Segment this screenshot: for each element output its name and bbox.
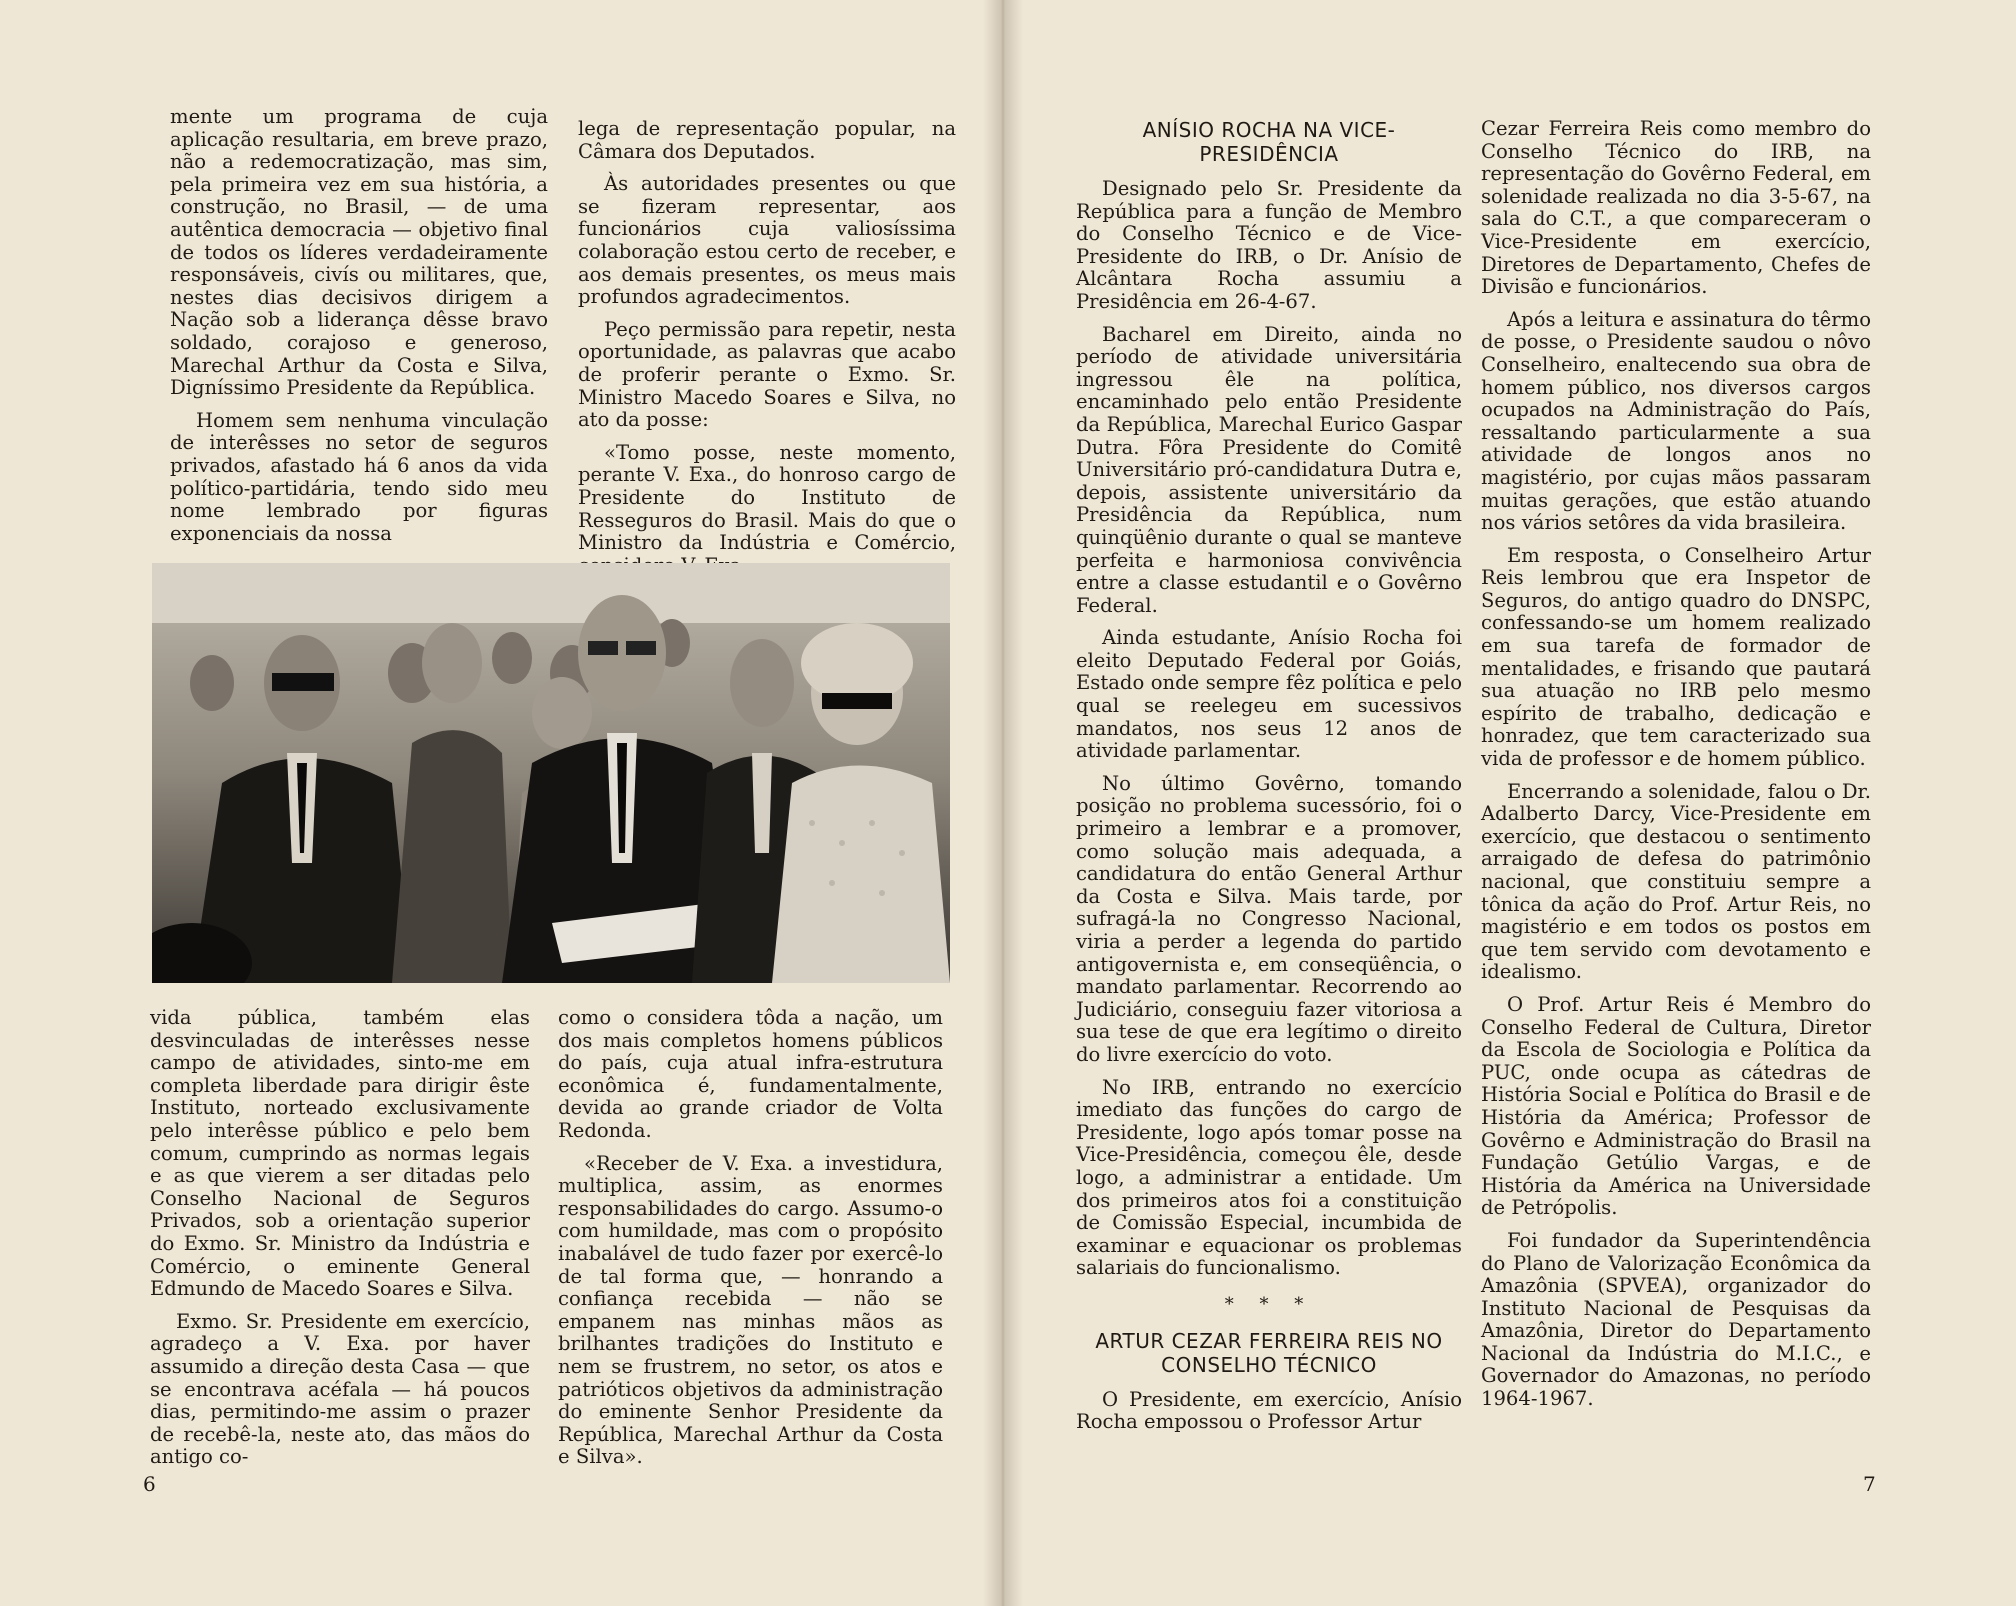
book-gutter [983,0,1023,1606]
paragraph: Bacharel em Direito, ainda no período de atividade universitária ingressou êle na política, encaminhado pelo então Presidente da República, Marechal Eurico Gaspar Dutra. Fôra Presidente do Comitê Universitário pró-candidatura Dutra e, depois, assistente universitário da Presidência da República, num quinqüênio durante o qual se manteve perfeita e harmoniosa convivência entre a classe estudantil e o Govêrno Federal. [1076,322,1462,617]
page-number: 7 [1863,1472,1876,1496]
left-column-2-top [578,118,956,587]
paragraph: vida pública, também elas desvinculadas de interêsses nesse campo de atividades, sinto-me em completa liberdade para dirigir êste Instituto, norteado exclusivamente pelo interêsse público e pelo bem comum, cumprindo as normas legais e as que vierem a ser ditadas pelo Conselho Nacional de Seguros Privados, sob a orientação superior do Exmo. Sr. Ministro da Indústria e Comércio, o eminente General Edmundo de Macedo Soares e Silva. [150,1006,530,1301]
paragraph: Após a leitura e assinatura do têrmo de posse, o Presidente saudou o nôvo Conselheiro, enaltecendo sua obra de homem público, nos diversos cargos ocupados na Administração do País, ressaltando particularmente a sua atividade de longos anos no magistério, por cujas mãos passaram muitas gerações, que estão atuando nos vários setôres da vida brasileira. [1481,307,1871,535]
paragraph: Encerrando a solenidade, falou o Dr. Adalberto Darcy, Vice-Presidente em exercício, que destacou o sentimento arraigado de defesa do patrimônio nacional, que constituiu sempre a tônica da ação do Prof. Artur Reis, no magistério e em todos os postos em que tem servido com devotamento e idealismo. [1481,779,1871,984]
left-column-2-bottom [558,1007,943,1479]
paragraph: lega de representação popular, na Câmara dos Deputados. [578,117,956,163]
left-column-1-bottom [150,1007,530,1479]
paragraph: Ainda estudante, Anísio Rocha foi eleito Deputado Federal por Goiás, Estado onde sempre fêz política e pelo qual se reelegeu em sucessivos mandatos, nos seus 12 anos de atividade parlamentar. [1076,626,1462,763]
paragraph: Peço permissão para repetir, nesta oportunidade, as palavras que acabo de proferir perante o Exmo. Sr. Ministro Macedo Soares e Silva, no ato da posse: [578,317,956,432]
right-page [1003,0,2016,1606]
paragraph: «Receber de V. Exa. a investidura, multiplica, assim, as enormes responsabilidades do cargo. Assumo-o com humildade, mas com o propósito inabalável de tudo fazer por exercê-lo de tal forma que, — honrando a confiança recebida — não se empanem nas minhas mãos as brilhantes tradições do Instituto e nem se frustrem, no setor, os atos e patrióticos objetivos da administração do eminente Senhor Presidente da República, Marechal Arthur da Costa e Silva». [558,1151,943,1469]
paragraph: «Tomo posse, neste momento, perante V. Exa., do honroso cargo de Presidente do Instituto de Resseguros do Brasil. Mais do que o Ministro da Indústria e Comércio, [578,440,956,555]
right-column-2 [1481,118,1871,1421]
page-number: 6 [143,1472,156,1496]
paragraph: Homem sem nenhuma vinculação de interêsses no setor de seguros privados, afastado há 6 anos da vida político-partidária, tendo sido meu nome lembrado por figuras exponenciais da nossa [170,408,548,545]
paragraph: Exmo. Sr. Presidente em exercício, agradeço a V. Exa. por haver assumido a direção desta Casa — que se encontrava acéfala — há poucos dias, permitindo-me assim o prazer de recebê-la, neste ato, das mãos do antigo co- [150,1309,530,1469]
paragraph: mente um programa de cuja aplicação resultaria, em breve prazo, não a redemocratização, mas sim, pela primeira vez em sua história, a construção, no Brasil, — de uma autêntica democracia — objetivo final de todos os líderes verdadeiramente responsáveis, civís ou militares, que, nestes dias decisivos dirigem a Nação sob a liderança dêsse bravo soldado, corajoso e generoso, Marechal Arthur da Costa e Silva, Digníssimo Presidente da República. [170,105,548,400]
news-photo [152,563,950,983]
paragraph: Designado pelo Sr. Presidente da República para a função de Membro do Conselho Técnico e de Vice-Presidente do IRB, o Dr. Anísio de Alcântara Rocha assumiu a Presidência em 26-4-67. [1076,177,1462,313]
paragraph: Cezar Ferreira Reis como membro do Conselho Técnico do IRB, na representação do Govêrno Federal, em solenidade realizada no dia 3-5-67, na sala do C.T., a que compareceram o Vice-Presidente em exercício, Diretores de Departamento, Chefes de Divisão e funcionários. [1481,117,1871,299]
left-page [0,0,1003,1606]
paragraph: Às autoridades presentes ou que se fizeram representar, aos funcionários cuja valiosíssima colaboração estou certo de receber, e aos demais presentes, os meus mais profundos agradecimentos. [578,172,956,309]
section-heading: ANÍSIO ROCHA NA VICE-PRESIDÊNCIA [1142,118,1396,166]
section-divider: * * * [1224,1293,1314,1315]
paragraph: Foi fundador da Superintendência do Plano de Valorização Econômica da Amazônia (SPVEA), organizador do Instituto Nacional de Pesquisas da Amazônia, Diretor do Departamento Nacional da Indústria do M.I.C., e Governador do Amazonas, no período 1964-1967. [1481,1228,1871,1411]
paragraph: como o considera tôda a nação, um dos mais completos homens públicos do país, cuja atual infra-estrutura econômica é, fundamentalmente, devida ao grande criador de Volta Redonda. [558,1006,943,1142]
paragraph: Em resposta, o Conselheiro Artur Reis lembrou que era Inspetor de Seguros, do antigo quadro do DNSPC, confessando-se um homem realizado em sua tarefa de formador de mentalidades, e frisando que pautará sua atuação no IRB pelo mesmo espírito de trabalho, dedicação e honradez, que tem caracterizado sua vida de professor e de homem público. [1481,543,1871,771]
photo-people-ceremony [152,563,950,983]
paragraph: O Prof. Artur Reis é Membro do Conselho Federal de Cultura, Diretor da Escola de Sociologia e Política da PUC, onde ocupa as cátedras de História Social e Política do Brasil e de História da América; Professor de Govêrno e Administração do Brasil na Fundação Getúlio Vargas, e de História da América na Universidade de Petrópolis. [1481,992,1871,1220]
left-column-1-top [170,106,548,555]
paragraph: No IRB, entrando no exercício imediato das funções do cargo de Presidente, logo após tomar posse na Vice-Presidência, começou êle, desde logo, a administrar a entidade. Um dos primeiros atos foi a constituição de Comissão Especial, incumbida de examinar e equacionar os problemas salariais do funcionalismo. [1076,1075,1462,1280]
section-heading: ARTUR CEZAR FERREIRA REIS NO CONSELHO TÉCNICO [1095,1328,1443,1377]
right-column-1 [1076,118,1462,1444]
paragraph: No último Govêrno, tomando posição no problema sucessório, foi o primeiro a lembrar e a promover, como solução mais adequada, a candidatura do então General Arthur da Costa e Silva. Mais tarde, por sufragá-la no Congresso Nacional, viria a perder a legenda do partido antigovernista e, em conseqüência, o mandato parlamentar. Recorrendo ao Judiciário, conseguiu fazer vitoriosa a sua tese de que era legítimo o direito do livre exercício do voto. [1076,771,1462,1066]
paragraph: O Presidente, em exercício, Anísio Rocha empossou o Professor Artur [1076,1387,1462,1434]
